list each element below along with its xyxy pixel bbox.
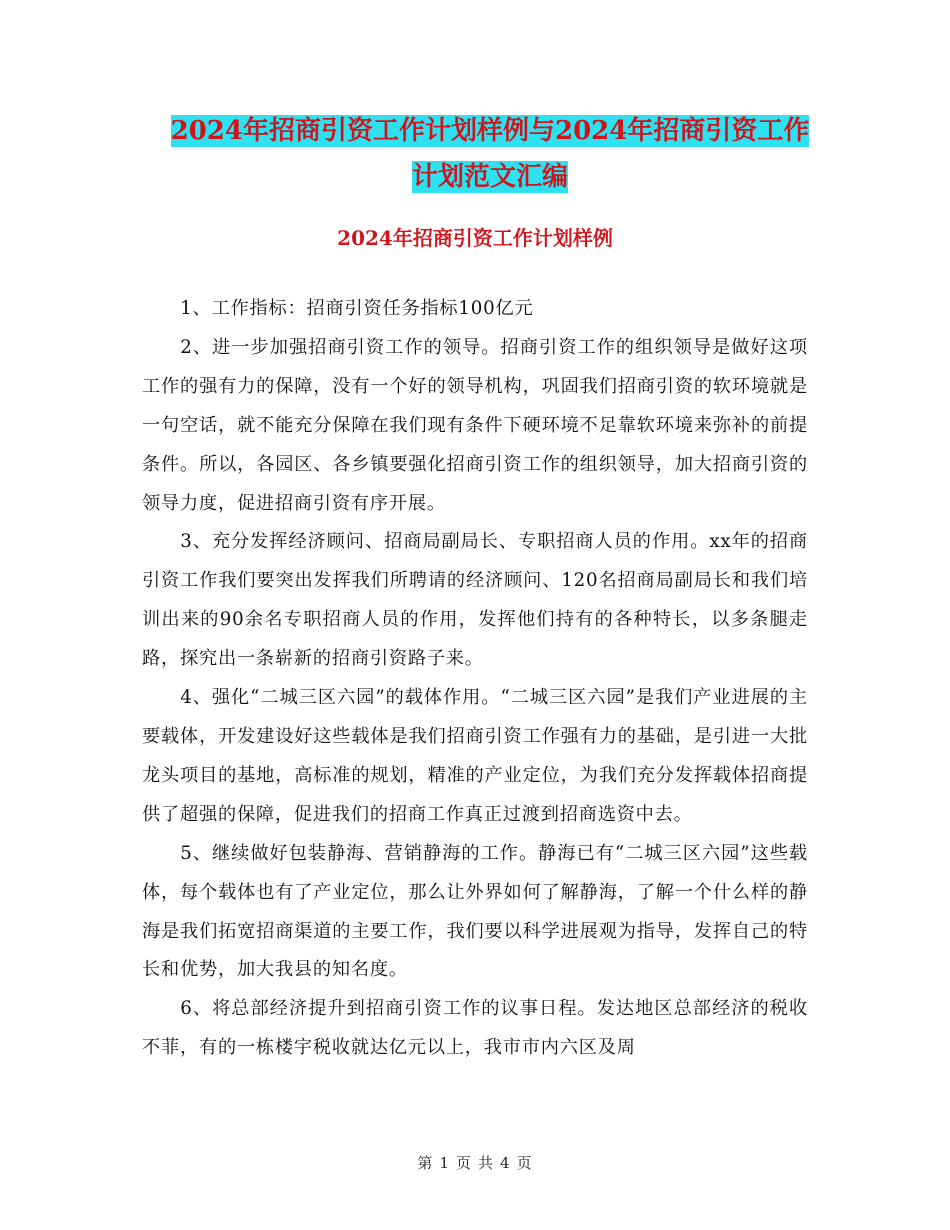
paragraph-1: 1、工作指标：招商引资任务指标100亿元 (180, 298, 534, 319)
footer-page-number: 1 (439, 1154, 450, 1172)
page-footer (0, 1152, 950, 1174)
footer-word-ye: 页 (455, 1154, 472, 1172)
paragraph-6: 6、将总部经济提升到招商引资工作的议事日程。发达地区总部经济的税收不菲，有的一栋楼宇税收就达亿元以上，我市市内六区及周 (142, 998, 808, 1059)
title-line-1: 2024年招商引资工作计划样例与2024年招商引资工作 (170, 116, 810, 146)
paragraph-5: 5、继续做好包装静海、营销静海的工作。静海已有“二城三区六园”这些载体，每个载体也有了产业定位，那么让外界如何了解静海，了解一个什么样的静海是我们拓宽招商渠道的主要工作，我们要以科学进展观为指导，发挥自己的特长和优势，加大我县的知名度。 (142, 842, 808, 981)
document-title (140, 108, 840, 200)
paragraph-4: 4、强化“二城三区六园”的载体作用。“二城三区六园”是我们产业进展的主要载体，开发建设好这些载体是我们招商引资工作强有力的基础，是引进一大批龙头项目的基地，高标准的规划，精准的产业定位，为我们充分发挥载体招商提供了超强的保障，促进我们的招商工作真正过渡到招商选资中去。 (142, 687, 808, 825)
paragraph-2: 2、进一步加强招商引资工作的领导。招商引资工作的组织领导是做好这项工作的强有力的保障，没有一个好的领导机构，巩固我们招商引资的软环境就是一句空话，就不能充分保障在我们现有条件下硬环境不足靠软环境来弥补的前提条件。所以，各园区、各乡镇要强化招商引资工作的组织领导，加大招商引资的领导力度，促进招商引资有序开展。 (142, 336, 808, 514)
title-line-2: 计划范文汇编 (411, 162, 568, 192)
footer-word-di: 第 (417, 1154, 434, 1172)
footer-word-ye-2: 页 (516, 1154, 533, 1172)
body-text (142, 290, 808, 1068)
footer-word-gong: 共 (478, 1154, 495, 1172)
paragraph-3: 3、充分发挥经济顾问、招商局副局长、专职招商人员的作用。xx年的招商引资工作我们要突出发挥我们所聘请的经济顾问、120名招商局副局长和我们培训出来的90余名专职招商人员的作用，发挥他们持有的各种特长，以多条腿走路，探究出一条崭新的招商引资路子来。 (142, 531, 808, 670)
footer-total-pages: 4 (500, 1154, 511, 1172)
section-title: 2024年招商引资工作计划样例 (337, 226, 613, 250)
